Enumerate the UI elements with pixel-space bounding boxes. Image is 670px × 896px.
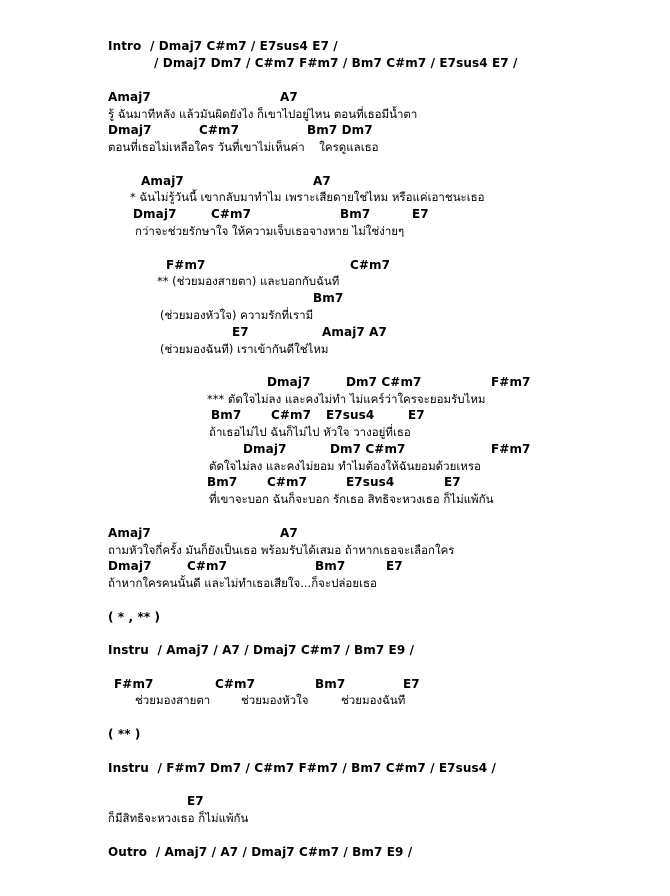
chord: F#m7: [166, 258, 206, 272]
chord: E7: [187, 794, 204, 808]
lyric-line: ** (ช่วยมองสายตา) และบอกกับฉันที: [157, 274, 340, 288]
chord: Bm7 Dm7: [307, 123, 373, 137]
chord: C#m7: [187, 559, 228, 573]
chord: Dmaj7: [108, 559, 152, 573]
lyric-line: ตอนที่เธอไม่เหลือใคร วันที่เขาไม่เห็นค่า ใครดูแลเธอ: [108, 140, 379, 154]
chord: Amaj7 A7: [322, 325, 387, 339]
chord: Bm7: [211, 408, 242, 422]
chord: Bm7: [313, 291, 344, 305]
instrumental-line: Instru / Amaj7 / A7 / Dmaj7 C#m7 / Bm7 E9 /: [108, 643, 415, 657]
chord: E7: [386, 559, 403, 573]
chord: C#m7: [199, 123, 240, 137]
chord: C#m7: [350, 258, 391, 272]
outro-line: Outro / Amaj7 / A7 / Dmaj7 C#m7 / Bm7 E9 /: [108, 845, 413, 859]
chord: C#m7: [267, 475, 308, 489]
chord: Dmaj7: [243, 442, 287, 456]
repeat-marker: ( ** ): [108, 727, 141, 741]
intro-chords-continued: / Dmaj7 Dm7 / C#m7 F#m7 / Bm7 C#m7 / E7sus4 E7 /: [154, 56, 518, 70]
chord: C#m7: [271, 408, 312, 422]
lyric-line: (ช่วยมองหัวใจ) ความรักที่เรามี: [160, 308, 314, 322]
chord: F#m7: [491, 442, 531, 456]
chord: E7: [412, 207, 429, 221]
chord: E7: [232, 325, 249, 339]
chord: Dmaj7: [133, 207, 177, 221]
chord: E7sus4: [346, 475, 395, 489]
chord: A7: [280, 526, 298, 540]
chord: F#m7: [491, 375, 531, 389]
lyric-line: * ฉันไม่รู้วันนี้ เขากลับมาทำไม เพราะเสียดายใช่ไหม หรือแค่เอาชนะเธอ: [130, 190, 485, 204]
chord: E7sus4: [326, 408, 375, 422]
chord: Dm7 C#m7: [330, 442, 406, 456]
chord: Bm7: [315, 677, 346, 691]
chord: Bm7: [340, 207, 371, 221]
lyric-line: ถามหัวใจกี่ครั้ง มันก็ยังเป็นเธอ พร้อมรับได้เสมอ ถ้าหากเธอจะเลือกใคร: [108, 543, 455, 557]
chord: Amaj7: [141, 174, 184, 188]
chord: Amaj7: [108, 526, 151, 540]
lyric-line: (ช่วยมองฉันที) เราเข้ากันดีใช่ไหม: [160, 342, 329, 356]
chord: Amaj7: [108, 90, 151, 104]
chord: Dm7 C#m7: [346, 375, 422, 389]
chord: F#m7: [114, 677, 154, 691]
repeat-marker: ( * , ** ): [108, 610, 161, 624]
chord: C#m7: [215, 677, 256, 691]
chord: C#m7: [211, 207, 252, 221]
lyric-line: *** ตัดใจไม่ลง และคงไม่ทำ ไม่แคร์ว่าใครจะยอมรับไหม: [207, 392, 486, 406]
chord: E7: [403, 677, 420, 691]
chord: A7: [313, 174, 331, 188]
lyric-line: ตัดใจไม่ลง และคงไม่ยอม ทำไมต้องให้ฉันยอมด้วยเหรอ: [209, 459, 481, 473]
chord: A7: [280, 90, 298, 104]
chord: Bm7: [207, 475, 238, 489]
lyric-line: รู้ ฉันมาทีหลัง แล้วมันผิดยังไง ก็เขาไปอยู่ไหน ตอนที่เธอมีน้ำตา: [108, 107, 418, 121]
lyric-line: กว่าจะช่วยรักษาใจ ให้ความเจ็บเธอจางหาย ไม่ใช่ง่ายๆ: [135, 224, 405, 238]
intro-chords: Intro / Dmaj7 C#m7 / E7sus4 E7 /: [108, 39, 338, 53]
chord: E7: [444, 475, 461, 489]
chord: Bm7: [315, 559, 346, 573]
chord: Dmaj7: [267, 375, 311, 389]
lyric-phrase: ช่วยมองหัวใจ: [241, 693, 309, 707]
chord: Dmaj7: [108, 123, 152, 137]
lyric-line: ถ้าเธอไม่ไป ฉันก็ไม่ไป หัวใจ วางอยู่ที่เธอ: [209, 425, 411, 439]
lyric-line: ถ้าหากใครคนนั้นดี และไม่ทำเธอเสียใจ...ก็จะปล่อยเธอ: [108, 576, 377, 590]
lyric-line: ที่เขาจะบอก ฉันก็จะบอก รักเธอ สิทธิจะหวงเธอ ก็ไม่แพ้กัน: [209, 492, 494, 506]
lyric-phrase: ช่วยมองสายตา: [135, 693, 211, 707]
instrumental-line: Instru / F#m7 Dm7 / C#m7 F#m7 / Bm7 C#m7 / E7sus4 /: [108, 761, 496, 775]
chord: E7: [408, 408, 425, 422]
lyric-line: ก็มีสิทธิจะหวงเธอ ก็ไม่แพ้กัน: [108, 811, 249, 825]
lyric-phrase: ช่วยมองฉันที: [341, 693, 406, 707]
